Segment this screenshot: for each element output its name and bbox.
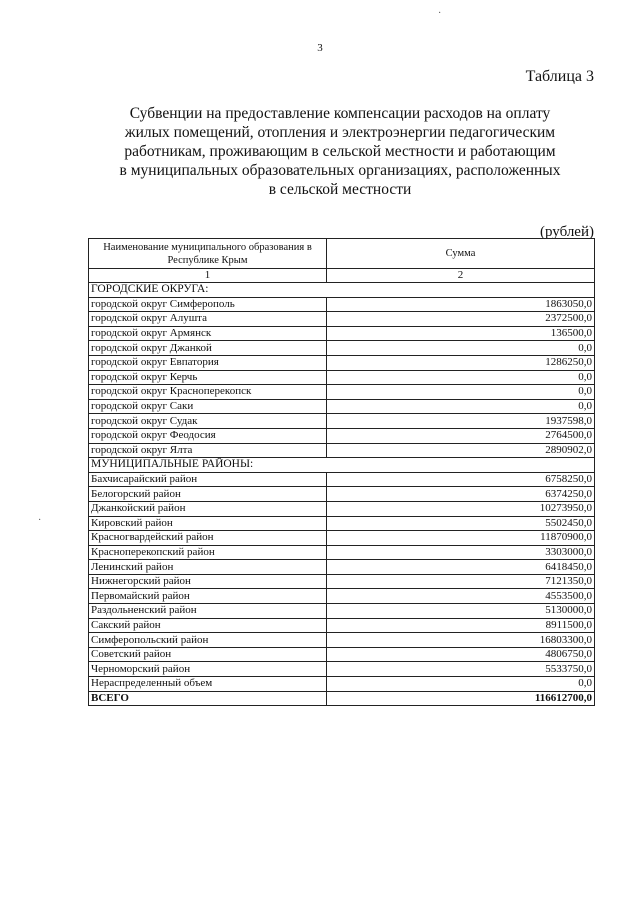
amount-cell: 2372500,0 — [327, 312, 595, 327]
amount-cell: 2764500,0 — [327, 428, 595, 443]
municipality-name: Бахчисарайский район — [89, 472, 327, 487]
amount-cell: 7121350,0 — [327, 574, 595, 589]
municipality-name: Кировский район — [89, 516, 327, 531]
table-row — [89, 516, 595, 531]
amount-cell: 16803300,0 — [327, 633, 595, 648]
municipality-name: Ленинский район — [89, 560, 327, 575]
header-municipality: Наименование муниципального образования в Республике Крым — [89, 239, 327, 269]
units-label: (рублей) — [539, 224, 594, 240]
page-number: 3 — [317, 42, 323, 54]
municipality-name: Красногвардейский район — [89, 531, 327, 546]
column-number: 1 — [89, 269, 327, 283]
amount-cell: 6374250,0 — [327, 487, 595, 502]
table-row — [89, 312, 595, 327]
municipality-name: Нераспределенный объем — [89, 677, 327, 692]
municipality-name: Сакский район — [89, 618, 327, 633]
section-row-municipal-districts — [89, 458, 595, 473]
municipality-name: Черноморский район — [89, 662, 327, 677]
table-row — [89, 370, 595, 385]
table-header-row — [89, 239, 595, 269]
municipality-name: Красноперекопский район — [89, 545, 327, 560]
municipality-name: Джанкойский район — [89, 501, 327, 516]
total-label: ВСЕГО — [89, 691, 327, 706]
amount-cell: 10273950,0 — [327, 501, 595, 516]
table-row — [89, 501, 595, 516]
municipality-name: городской округ Красноперекопск — [89, 385, 327, 400]
amount-cell: 2890902,0 — [327, 443, 595, 458]
municipality-name: городской округ Джанкой — [89, 341, 327, 356]
amount-cell: 8911500,0 — [327, 618, 595, 633]
amount-cell: 5502450,0 — [327, 516, 595, 531]
table-row — [89, 443, 595, 458]
municipality-name: городской округ Симферополь — [89, 297, 327, 312]
table-row — [89, 326, 595, 341]
table-row — [89, 647, 595, 662]
amount-cell: 0,0 — [327, 370, 595, 385]
amount-cell: 4553500,0 — [327, 589, 595, 604]
section-label: ГОРОДСКИЕ ОКРУГА: — [89, 283, 595, 298]
table-row — [89, 487, 595, 502]
amount-cell: 136500,0 — [327, 326, 595, 341]
title-line: жилых помещений, отопления и электроэнергии педагогическим — [124, 124, 556, 141]
table-row — [89, 531, 595, 546]
document-title — [100, 104, 580, 199]
municipality-name: городской округ Армянск — [89, 326, 327, 341]
total-amount: 116612700,0 — [327, 691, 595, 706]
table-row — [89, 355, 595, 370]
municipality-name: городской округ Феодосия — [89, 428, 327, 443]
table-row — [89, 399, 595, 414]
amount-cell: 6758250,0 — [327, 472, 595, 487]
amount-cell: 0,0 — [327, 385, 595, 400]
table-row — [89, 560, 595, 575]
title-line: в сельской местности — [268, 181, 412, 198]
amount-cell: 0,0 — [327, 341, 595, 356]
section-label: МУНИЦИПАЛЬНЫЕ РАЙОНЫ: — [89, 458, 595, 473]
title-line: работникам, проживающим в сельской местности и работающим — [124, 143, 556, 160]
municipality-name: городской округ Евпатория — [89, 355, 327, 370]
amount-cell: 0,0 — [327, 677, 595, 692]
column-number: 2 — [327, 269, 595, 283]
municipality-name: Советский район — [89, 647, 327, 662]
municipality-name: городской округ Керчь — [89, 370, 327, 385]
amount-cell: 0,0 — [327, 399, 595, 414]
column-number-row — [89, 269, 595, 283]
municipality-name: Нижнегорский район — [89, 574, 327, 589]
table-row — [89, 414, 595, 429]
section-row-city-districts — [89, 283, 595, 298]
scan-mark-top: · — [438, 8, 442, 19]
amount-cell: 1863050,0 — [327, 297, 595, 312]
title-line: Субвенции на предоставление компенсации расходов на оплату — [129, 105, 551, 122]
header-amount: Сумма — [327, 239, 595, 269]
amount-cell: 5130000,0 — [327, 604, 595, 619]
table-row — [89, 662, 595, 677]
amount-cell: 4806750,0 — [327, 647, 595, 662]
table-row — [89, 472, 595, 487]
table-row — [89, 633, 595, 648]
municipality-name: Раздольненский район — [89, 604, 327, 619]
table-label: Таблица 3 — [525, 68, 594, 85]
amount-cell: 1286250,0 — [327, 355, 595, 370]
municipality-name: Симферопольский район — [89, 633, 327, 648]
table-row — [89, 574, 595, 589]
municipality-name: Белогорский район — [89, 487, 327, 502]
table-row — [89, 677, 595, 692]
table-row — [89, 385, 595, 400]
amount-cell: 1937598,0 — [327, 414, 595, 429]
subsidy-table — [88, 238, 595, 706]
municipality-name: городской округ Саки — [89, 399, 327, 414]
municipality-name: городской округ Судак — [89, 414, 327, 429]
table-row — [89, 545, 595, 560]
scan-mark-left: · — [38, 515, 42, 526]
table-row — [89, 618, 595, 633]
table-row — [89, 589, 595, 604]
amount-cell: 3303000,0 — [327, 545, 595, 560]
amount-cell: 11870900,0 — [327, 531, 595, 546]
table-row — [89, 297, 595, 312]
amount-cell: 6418450,0 — [327, 560, 595, 575]
total-row — [89, 691, 595, 706]
table-row — [89, 341, 595, 356]
title-line: в муниципальных образовательных организациях, расположенных — [119, 162, 561, 179]
municipality-name: городской округ Ялта — [89, 443, 327, 458]
municipality-name: Первомайский район — [89, 589, 327, 604]
amount-cell: 5533750,0 — [327, 662, 595, 677]
municipality-name: городской округ Алушта — [89, 312, 327, 327]
table-row — [89, 604, 595, 619]
table-row — [89, 428, 595, 443]
